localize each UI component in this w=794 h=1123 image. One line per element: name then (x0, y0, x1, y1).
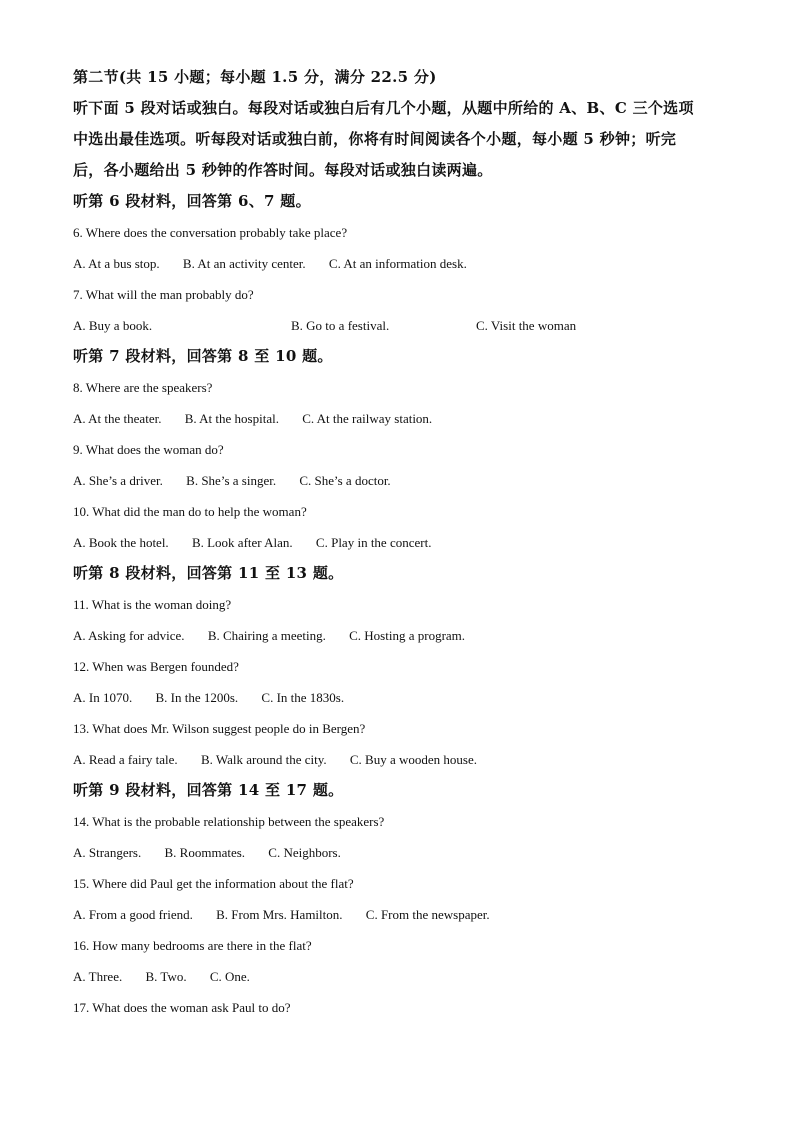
group-title: 听第 8 段材料，回答第 11 至 13 题。 (73, 564, 344, 582)
question-stem: 13. What does Mr. Wilson suggest people do in Bergen? (73, 721, 366, 736)
option-b: B. She’s a singer. (186, 473, 277, 488)
question-stem: 9. What does the woman do? (73, 442, 224, 457)
question-stem: 11. What is the woman doing? (73, 597, 232, 612)
option-c: C. From the newspaper. (365, 907, 490, 922)
option-b: B. At an activity center. (182, 256, 306, 271)
question-stem: 12. When was Bergen founded? (73, 659, 239, 674)
question-stem: 16. How many bedrooms are there in the flat? (73, 938, 312, 953)
question-options (73, 682, 733, 713)
option-a: A. Read a fairy tale. (73, 752, 178, 767)
option-c: C. She’s a doctor. (299, 473, 391, 488)
option-a: A. Book the hotel. (73, 535, 169, 550)
group-title: 听第 7 段材料，回答第 8 至 10 题。 (73, 347, 333, 365)
option-c: C. At an information desk. (328, 256, 467, 271)
instructions-line-3: 后，各小题给出 5 秒钟的作答时间。每段对话或独白读两遍。 (73, 161, 493, 179)
option-a: A. In 1070. (73, 690, 133, 705)
question-options (73, 899, 733, 930)
option-c: C. Neighbors. (268, 845, 341, 860)
option-c: C. Visit the woman (476, 318, 577, 333)
document-page (73, 62, 733, 1023)
instructions-line-2: 中选出最佳选项。听每段对话或独白前，你将有时间阅读各个小题，每小题 5 秒钟；听完 (73, 130, 677, 148)
question-options (73, 620, 733, 651)
option-b: B. In the 1200s. (155, 690, 239, 705)
option-b: B. Roommates. (164, 845, 246, 860)
option-a: A. Strangers. (73, 845, 142, 860)
option-a: A. At a bus stop. (73, 256, 160, 271)
question-stem: 17. What does the woman ask Paul to do? (73, 1000, 291, 1015)
option-c: C. Play in the concert. (315, 535, 432, 550)
question-stem: 15. Where did Paul get the information about the flat? (73, 876, 354, 891)
question-stem: 10. What did the man do to help the woman? (73, 504, 307, 519)
option-b: B. Chairing a meeting. (207, 628, 326, 643)
option-b: B. From Mrs. Hamilton. (216, 907, 343, 922)
group-title: 听第 6 段材料，回答第 6、7 题。 (73, 192, 311, 210)
option-a: A. From a good friend. (73, 907, 193, 922)
option-a: A. She’s a driver. (73, 473, 163, 488)
question-stem: 8. Where are the speakers? (73, 380, 213, 395)
option-b: B. At the hospital. (184, 411, 279, 426)
question-options (73, 248, 733, 279)
option-c: C. Buy a wooden house. (349, 752, 477, 767)
question-options (73, 837, 733, 868)
question-options (73, 465, 733, 496)
question-stem: 7. What will the man probably do? (73, 287, 254, 302)
option-b: B. Walk around the city. (200, 752, 327, 767)
question-options (73, 403, 733, 434)
group-title: 听第 9 段材料，回答第 14 至 17 题。 (73, 781, 344, 799)
option-b: B. Look after Alan. (191, 535, 293, 550)
option-c: C. In the 1830s. (261, 690, 345, 705)
option-a: A. Asking for advice. (73, 628, 185, 643)
section-heading: 第二节(共 15 小题；每小题 1.5 分，满分 22.5 分) (73, 68, 437, 86)
option-c: C. One. (209, 969, 250, 984)
question-options (73, 310, 733, 341)
option-b: B. Two. (145, 969, 187, 984)
instructions-line-1: 听下面 5 段对话或独白。每段对话或独白后有几个小题，从题中所给的 A、B、C 三个选项 (73, 99, 694, 117)
question-options (73, 744, 733, 775)
option-c: C. Hosting a program. (349, 628, 466, 643)
option-c: C. At the railway station. (302, 411, 433, 426)
question-options (73, 961, 733, 992)
option-a: A. Three. (73, 969, 123, 984)
question-stem: 14. What is the probable relationship between the speakers? (73, 814, 385, 829)
option-b: B. Go to a festival. (291, 318, 390, 333)
question-options (73, 527, 733, 558)
option-a: A. Buy a book. (73, 318, 153, 333)
option-a: A. At the theater. (73, 411, 162, 426)
question-stem: 6. Where does the conversation probably take place? (73, 225, 348, 240)
